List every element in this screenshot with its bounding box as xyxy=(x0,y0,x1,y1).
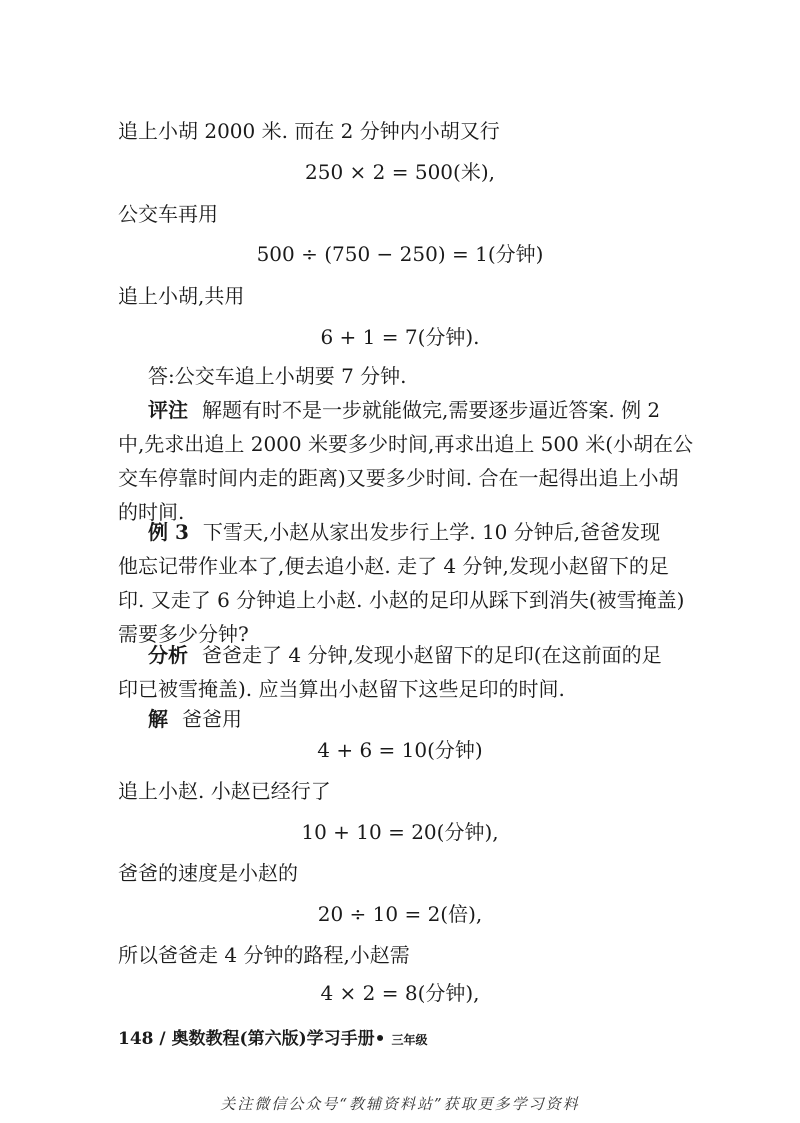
analysis-label: 分析 xyxy=(148,643,188,667)
text-line: 追上小赵. 小赵已经行了 xyxy=(118,779,331,803)
text-line: 印已被雪掩盖). 应当算出小赵留下这些足印的时间. xyxy=(118,677,565,701)
equation: 500 ÷ (750 − 250) = 1(分钟) xyxy=(256,242,544,266)
footer-dot: • xyxy=(374,1029,386,1049)
analysis-line xyxy=(148,638,718,672)
text-line: 追上小胡,共用 xyxy=(118,284,245,308)
equation: 10 + 10 = 20(分钟), xyxy=(301,820,499,844)
note-label: 评注 xyxy=(148,398,188,422)
text-line: 需要多少分钟? xyxy=(118,622,249,646)
text-line: 追上小胡 2000 米. 而在 2 分钟内小胡又行 xyxy=(118,119,500,143)
equation: 250 × 2 = 500(米), xyxy=(305,160,495,184)
text-line: 交车停靠时间内走的距离)又要多少时间. 合在一起得出追上小胡 xyxy=(118,466,679,490)
text-line: 爸爸的速度是小赵的 xyxy=(118,861,298,885)
example-label: 例 3 xyxy=(148,520,189,544)
note-line xyxy=(148,393,718,427)
text-line: 印. 又走了 6 分钟追上小赵. 小赵的足印从踩下到消失(被雪掩盖) xyxy=(118,588,685,612)
text-line: 所以爸爸走 4 分钟的路程,小赵需 xyxy=(118,943,410,967)
watermark-text: 关注微信公众号“教辅资料站”获取更多学习资料 xyxy=(220,1095,580,1113)
text-line: 他忘记带作业本了,便去追小赵. 走了 4 分钟,发现小赵留下的足 xyxy=(118,554,669,578)
footer-separator: / xyxy=(159,1029,166,1049)
text-line: 公交车再用 xyxy=(118,202,218,226)
book-title: 奥数教程(第六版)学习手册 xyxy=(171,1029,375,1049)
equation: 20 ÷ 10 = 2(倍), xyxy=(317,902,483,926)
equation: 6 + 1 = 7(分钟). xyxy=(320,325,480,349)
equation: 4 × 2 = 8(分钟), xyxy=(320,981,480,1005)
note-text: 解题有时不是一步就能做完,需要逐步逼近答案. 例 2 xyxy=(202,398,661,422)
solution-text: 爸爸用 xyxy=(182,707,242,731)
example-text: 下雪天,小赵从家出发步行上学. 10 分钟后,爸爸发现 xyxy=(202,520,661,544)
page-number: 148 xyxy=(118,1029,154,1049)
solution-line xyxy=(148,702,718,736)
page-footer xyxy=(118,1024,427,1049)
answer-line: 答:公交车追上小胡要 7 分钟. xyxy=(148,364,407,388)
solution-label: 解 xyxy=(148,707,168,731)
text-line: 的时间. xyxy=(118,500,185,524)
example-line xyxy=(148,515,718,549)
equation: 4 + 6 = 10(分钟) xyxy=(317,738,483,762)
grade-label: 三年级 xyxy=(391,1033,428,1047)
text-line: 中,先求出追上 2000 米要多少时间,再求出追上 500 米(小胡在公 xyxy=(118,432,694,456)
analysis-text: 爸爸走了 4 分钟,发现小赵留下的足印(在这前面的足 xyxy=(202,643,662,667)
